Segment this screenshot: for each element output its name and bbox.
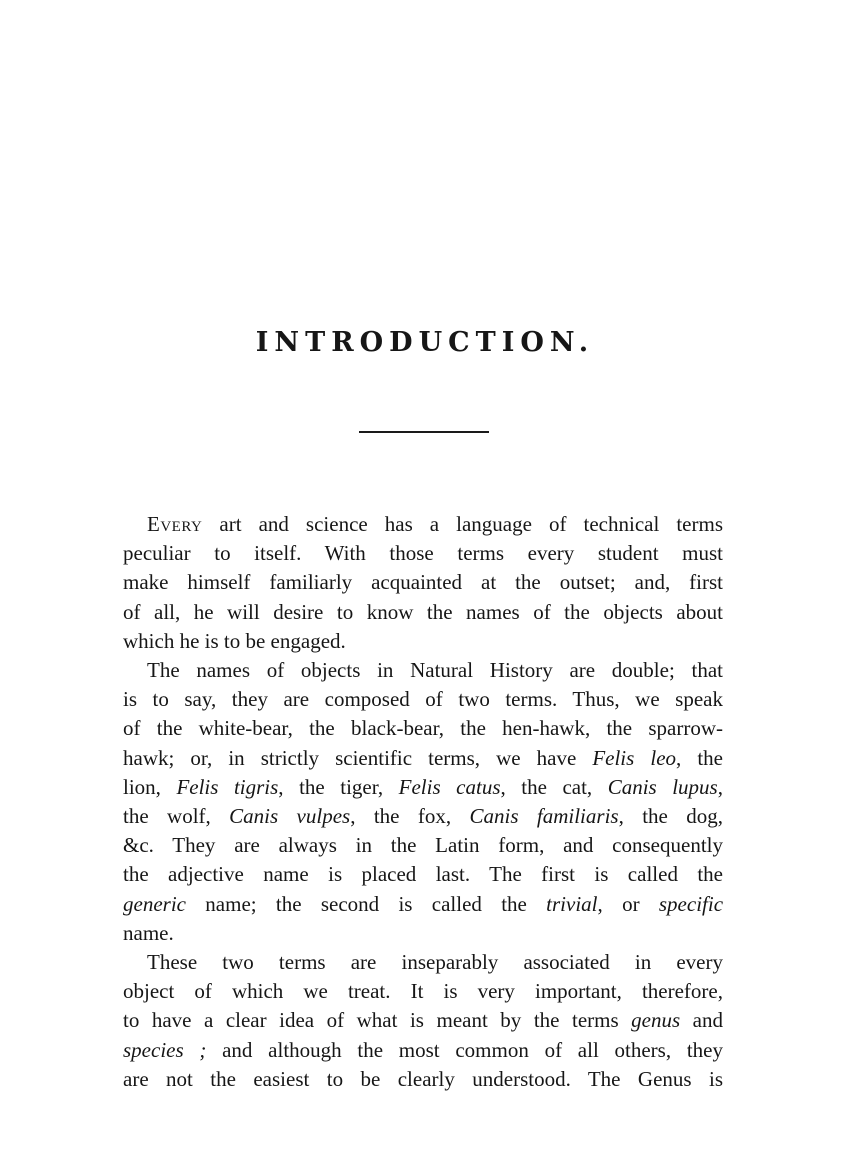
text-line: are not the easiest to be clearly understood. The Genus is <box>123 1066 723 1091</box>
latin-name: Felis leo <box>592 745 677 770</box>
latin-name: Canis familiaris <box>469 804 619 829</box>
latin-name: Felis catus <box>398 774 501 799</box>
text-line: These two terms are inseparably associated in every <box>147 950 723 975</box>
text-line: of all, he will desire to know the names of the objects about <box>123 599 723 624</box>
text-line: &c. They are always in the Latin form, and consequently <box>123 833 723 858</box>
text-line: name. <box>123 920 174 945</box>
latin-name: Canis lupus <box>607 774 718 799</box>
text-line: the wolf, Canis vulpes, the fox, Canis familiaris, the dog, <box>123 804 723 829</box>
text-line: species ; and although the most common of all others, they <box>123 1037 723 1062</box>
latin-name: Felis tigris <box>176 774 279 799</box>
chapter-title: INTRODUCTION. <box>255 327 595 358</box>
text-line: of the white-bear, the black-bear, the hen-hawk, the sparrow- <box>123 716 723 741</box>
emphasized-term: genus <box>631 1008 681 1033</box>
title-divider-rule <box>359 431 489 433</box>
paragraph-2 <box>123 656 723 948</box>
emphasized-term: trivial <box>546 891 598 916</box>
text-line: the adjective name is placed last. The first is called the <box>123 862 723 887</box>
paragraph-3 <box>123 948 723 1094</box>
emphasized-term: species ; <box>123 1037 207 1062</box>
text-line: generic name; the second is called the trivial, or specific <box>123 891 724 916</box>
emphasized-term: generic <box>123 891 186 916</box>
text-line: which he is to be engaged. <box>123 628 346 653</box>
text-line: Every art and science has a language of technical terms <box>147 512 723 536</box>
text-line: peculiar to itself. With those terms every student must <box>123 541 723 566</box>
text-line: lion, Felis tigris, the tiger, Felis catus, the cat, Canis lupus, <box>123 774 723 799</box>
text-line: is to say, they are composed of two terms. Thus, we speak <box>123 687 723 712</box>
paragraph-1 <box>123 510 723 656</box>
emphasized-term: specific <box>658 891 724 916</box>
text-line: make himself familiarly acquainted at the outset; and, first <box>123 570 723 595</box>
text-line: object of which we treat. It is very important, therefore, <box>123 979 723 1004</box>
latin-name: Canis vulpes <box>229 804 351 829</box>
drop-word: Every <box>147 512 203 536</box>
body-text <box>123 510 723 1094</box>
text-line: The names of objects in Natural History are double; that <box>147 658 723 683</box>
text-line: to have a clear idea of what is meant by the terms genus and <box>123 1008 723 1033</box>
text-line: hawk; or, in strictly scientific terms, we have Felis leo, the <box>123 745 723 770</box>
